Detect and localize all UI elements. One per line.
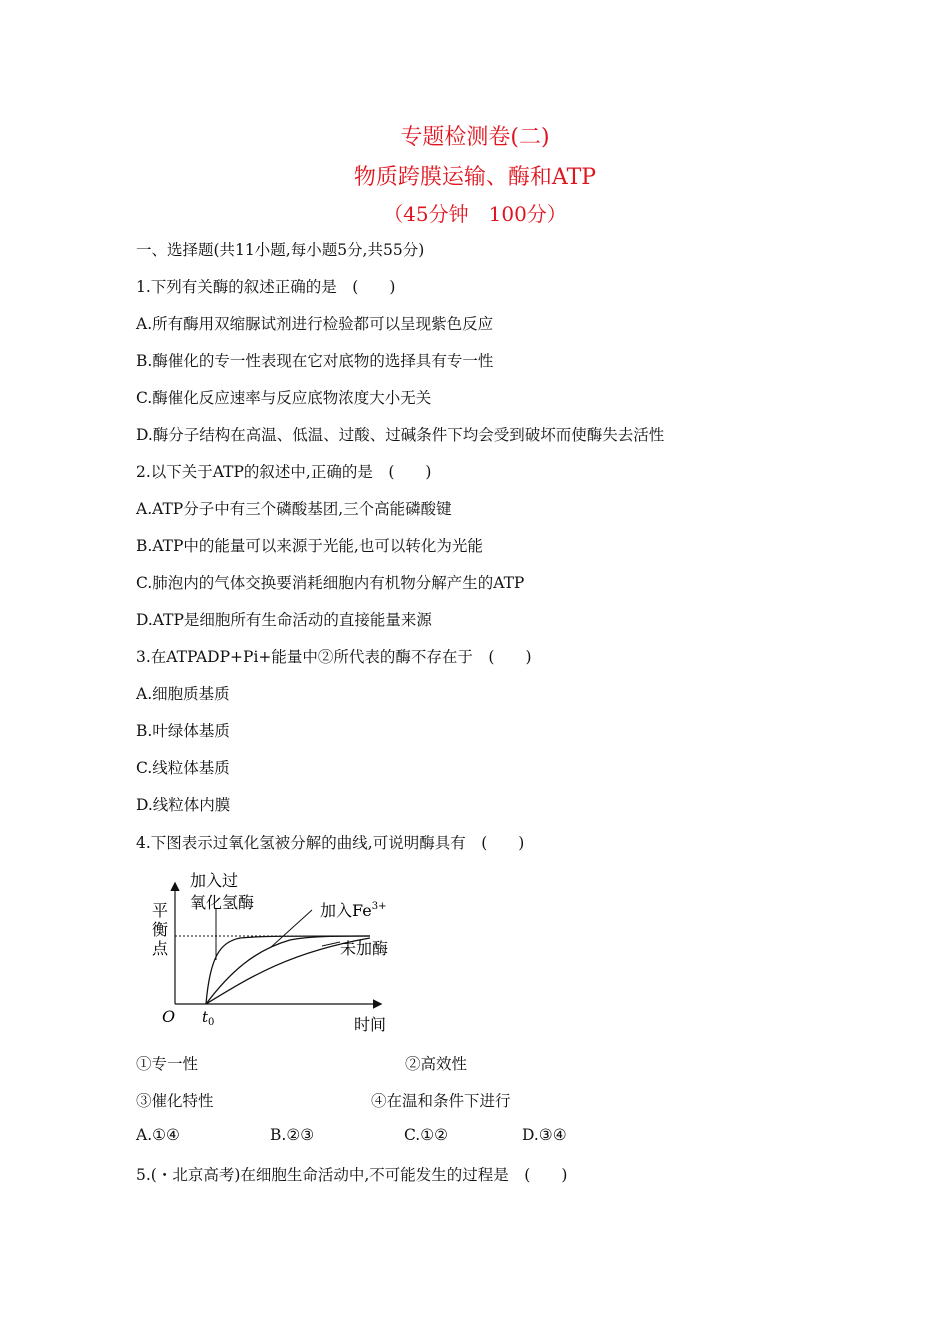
- question-1-option-c: C.酶催化反应速率与反应底物浓度大小无关: [136, 389, 432, 407]
- question-5-stem: 5.(・北京高考)在细胞生命活动中,不可能发生的过程是 ( ): [136, 1166, 568, 1184]
- question-4-item-2: ②高效性: [405, 1055, 468, 1073]
- question-4-option-b: B.②③: [270, 1126, 315, 1144]
- no-enzyme-label: 未加酶: [340, 939, 389, 958]
- question-4-stem: 4.下图表示过氧化氢被分解的曲线,可说明酶具有 ( ): [136, 834, 525, 852]
- question-2-stem: 2.以下关于ATP的叙述中,正确的是 ( ): [136, 463, 432, 481]
- question-2-option-d: D.ATP是细胞所有生命活动的直接能量来源: [136, 611, 432, 629]
- question-1-option-b: B.酶催化的专一性表现在它对底物的选择具有专一性: [136, 352, 494, 370]
- question-4-item-1: ①专一性: [136, 1055, 199, 1073]
- question-4-option-a: A.①④: [136, 1126, 180, 1144]
- hydrogen-peroxide-decomposition-figure: [140, 862, 410, 1040]
- question-4-item-3: ③催化特性: [136, 1092, 214, 1110]
- question-3-stem: 3.在ATPADP+Pi+能量中②所代表的酶不存在于 ( ): [136, 648, 532, 666]
- fe-label: [320, 901, 386, 920]
- question-1-stem: 1.下列有关酶的叙述正确的是 ( ): [136, 278, 396, 296]
- question-4-item-4: ④在温和条件下进行: [371, 1092, 511, 1110]
- exam-time-score: （45分钟 100分）: [383, 202, 567, 226]
- question-2-option-b: B.ATP中的能量可以来源于光能,也可以转化为光能: [136, 537, 483, 555]
- question-4-option-c: C.①②: [404, 1126, 449, 1144]
- question-2-option-c: C.肺泡内的气体交换要消耗细胞内有机物分解产生的ATP: [136, 574, 525, 592]
- y-axis-label-3: 点: [152, 939, 169, 958]
- y-axis-label-2: 衡: [152, 920, 169, 939]
- question-2-option-a: A.ATP分子中有三个磷酸基团,三个高能磷酸键: [136, 500, 452, 518]
- question-4-option-d: D.③④: [522, 1126, 567, 1144]
- fe-label-superscript: 3+: [371, 901, 387, 912]
- fe-label-text: 加入Fe: [320, 901, 372, 920]
- question-3-option-a: A.细胞质基质: [136, 685, 230, 703]
- fe-leader-line: [270, 910, 312, 948]
- t0-label-subscript: 0: [208, 1017, 215, 1028]
- question-3-option-b: B.叶绿体基质: [136, 722, 230, 740]
- enzyme-label-line2: 氧化氢酶: [190, 893, 255, 912]
- question-1-option-d: D.酶分子结构在高温、低温、过酸、过碱条件下均会受到破坏而使酶失去活性: [136, 426, 665, 444]
- origin-label: O: [162, 1007, 176, 1026]
- enzyme-label-line1: 加入过: [190, 871, 239, 890]
- section-heading: 一、选择题(共11小题,每小题5分,共55分): [136, 241, 425, 259]
- t0-label: [202, 1008, 214, 1028]
- t0-label-text: t: [202, 1008, 209, 1026]
- y-axis-label-1: 平: [152, 901, 169, 920]
- exam-subtitle: 物质跨膜运输、酶和ATP: [353, 165, 597, 190]
- x-axis-label: 时间: [354, 1015, 387, 1034]
- exam-title: 专题检测卷(二): [400, 125, 550, 150]
- question-1-option-a: A.所有酶用双缩脲试剂进行检验都可以呈现紫色反应: [136, 315, 494, 333]
- question-3-option-c: C.线粒体基质: [136, 759, 230, 777]
- question-3-option-d: D.线粒体内膜: [136, 796, 231, 814]
